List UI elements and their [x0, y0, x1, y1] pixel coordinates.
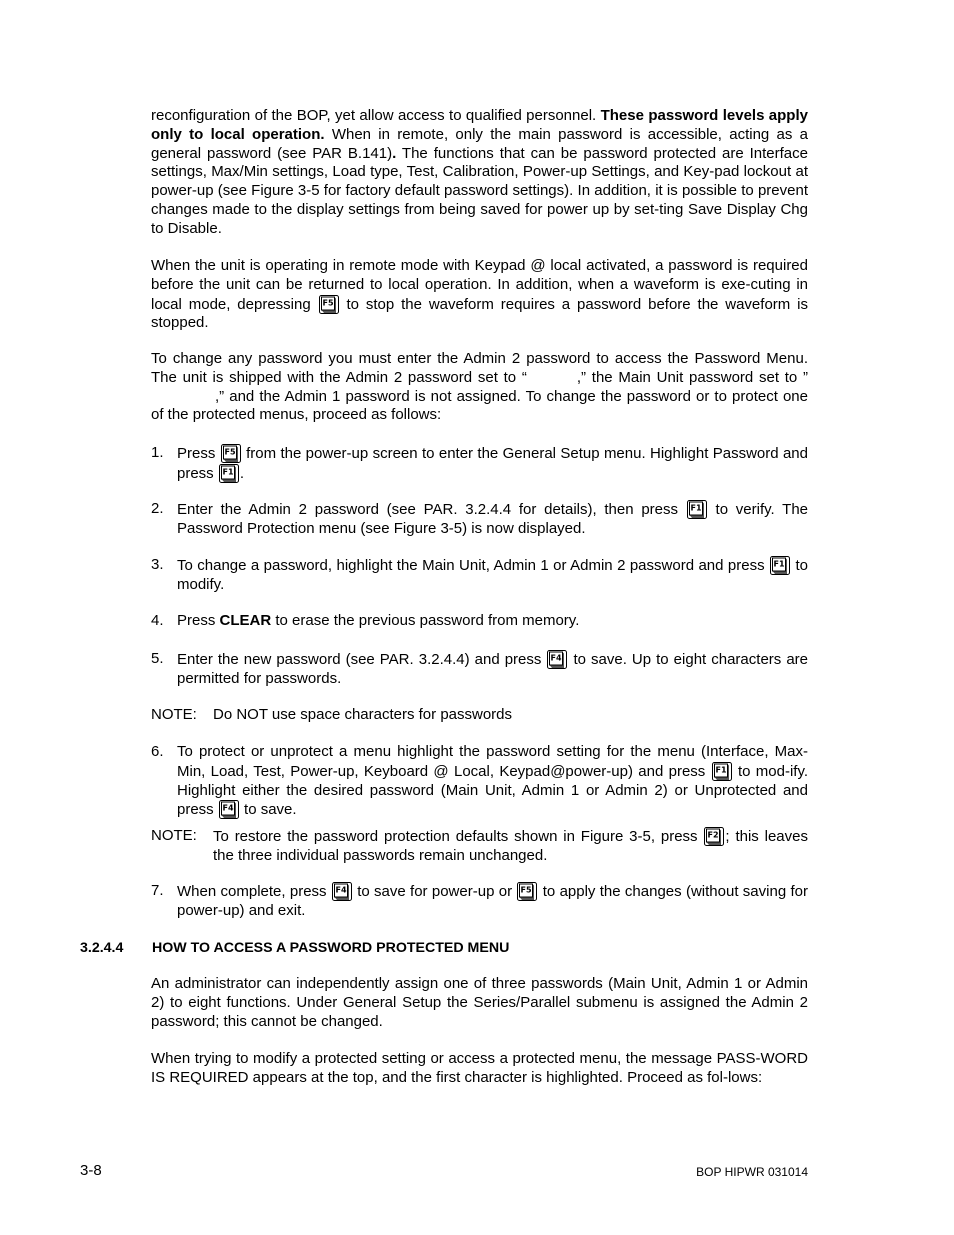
- step-text: to apply the changes (without saving for power-up) and exit.: [177, 883, 808, 919]
- p1-text-3: When in remote, only the main password is accessible, acting as a general password (see PAR B.141): [151, 125, 809, 162]
- step-number: 4.: [151, 612, 164, 629]
- step-text: To protect or unprotect a menu highlight the password setting for the menu (Interface, Max-Min, Load, Test, Power-up, Keyboard @ Local, Keypad@power-up) and press: [177, 743, 808, 780]
- step-text: to mod-ify. Highlight either the desired password (Main Unit, Admin 1 or Admin 2) or Unprotected and press: [177, 762, 809, 819]
- change-password-paragraph: [151, 350, 808, 425]
- step-7: [151, 882, 808, 921]
- clear-key-label: CLEAR: [219, 612, 272, 629]
- step-6: [151, 743, 808, 820]
- step-text: .: [239, 464, 245, 482]
- intro-paragraph: [151, 107, 808, 239]
- note-text: To restore the password protection defaults shown in Figure 3-5, press: [213, 828, 698, 845]
- f1-key-icon: [770, 556, 790, 575]
- step-text: Enter the Admin 2 password (see PAR. 3.2.4.4 for details), then press: [177, 501, 679, 518]
- section-title: HOW TO ACCESS A PASSWORD PROTECTED MENU: [152, 940, 510, 956]
- p3-text-1: To change any password you must enter the Admin 2 password to access the Password Menu. The unit is shipped with the Admin 2 password set to “: [151, 350, 808, 386]
- f1-key-icon: [219, 464, 239, 483]
- note-label: NOTE:: [151, 706, 197, 723]
- step-4: [151, 612, 808, 631]
- step-text: Enter the new password (see PAR. 3.2.4.4) and press: [177, 651, 542, 668]
- f4-key-icon: [219, 800, 239, 819]
- note-text: Do NOT use space characters for passwords: [213, 706, 513, 723]
- step-number: 2.: [151, 500, 164, 517]
- svg-text:F1: F1: [690, 503, 702, 513]
- step-1: [151, 444, 808, 484]
- step-text: Press: [177, 612, 220, 629]
- step-number: 5.: [151, 650, 164, 667]
- step-text: to verify. The Password Protection menu (see Figure 3-5) is now displayed.: [177, 501, 809, 537]
- f5-key-icon: [221, 444, 241, 463]
- svg-text:F2: F2: [707, 830, 719, 840]
- step-text: to save for power-up or: [357, 883, 513, 900]
- svg-text:F5: F5: [520, 885, 532, 895]
- step-text: to save.: [244, 801, 297, 819]
- step-number: 3.: [151, 556, 164, 573]
- step-text: to erase the previous password from memory.: [271, 612, 580, 629]
- step-2: [151, 500, 808, 539]
- step-number: 7.: [151, 882, 164, 899]
- p3-text-2: ,” the Main Unit password set to ”: [576, 368, 808, 386]
- step-text: to modify.: [177, 557, 808, 593]
- step-text: To change a password, highlight the Main Unit, Admin 1 or Admin 2 password and press: [177, 557, 765, 574]
- step-3: [151, 556, 808, 595]
- section-number: 3.2.4.4: [80, 940, 124, 956]
- svg-text:F4: F4: [335, 885, 347, 895]
- section-paragraph-2: When trying to modify a protected setting or access a protected menu, the message PASS-WORD IS REQUIRED appears at the top, and the first character is highlighted. Proceed as fol-lows:: [151, 1050, 808, 1086]
- p3-text-3: ,” and the Admin 1 password is not assigned. To change the password or to protect one of the protected menus, proceed as follows:: [151, 387, 808, 424]
- section-paragraph-1: An administrator can independently assign one of three passwords (Main Unit, Admin 1 or Admin 2) to eight functions. Under General Setup the Series/Parallel submenu is assigned the Admin 2 password; this cannot be changed.: [151, 975, 808, 1030]
- p1-text-5: The functions that can be password protected are Interface settings, Max/Min settings, Load type, Test, Calibration, Power-up Settings, and Key-pad lockout at power-up (see Figure 3-5 for factory default password settings). In addition, it is possible to prevent changes made to the display settings from being saved for power up by set-ting Save Display Chg to Disable.: [151, 144, 808, 237]
- note-text: ; this leaves the three individual passwords remain unchanged.: [213, 828, 808, 864]
- svg-text:F1: F1: [773, 559, 785, 569]
- step-number: 6.: [151, 743, 164, 760]
- note-label: NOTE:: [151, 827, 197, 844]
- step-5: [151, 650, 808, 689]
- svg-text:F5: F5: [322, 298, 334, 308]
- step-text: Press: [177, 445, 216, 462]
- f1-key-icon: [687, 500, 707, 519]
- p1-bold-period: .: [392, 144, 397, 162]
- p2-text-2: to stop the waveform requires a password before the waveform is stopped.: [151, 295, 808, 332]
- p2-text-1: When the unit is operating in remote mode with Keypad @ local activated, a password is required before the unit can be returned to local operation. In addition, when a waveform is exe-cuting in local mode, depressing: [151, 257, 808, 313]
- svg-text:F4: F4: [222, 803, 234, 813]
- page-number: 3-8: [80, 1162, 102, 1179]
- note-1: [151, 706, 808, 725]
- f5-key-icon: [319, 295, 339, 314]
- remote-mode-paragraph: [151, 257, 808, 333]
- document-id: BOP HIPWR 031014: [696, 1165, 808, 1179]
- f4-key-icon: [332, 882, 352, 901]
- section-heading: [80, 939, 509, 958]
- svg-text:F1: F1: [715, 765, 727, 775]
- p1-bold-text: These password levels apply only to local operation.: [151, 107, 808, 143]
- p1-text-1: reconfiguration of the BOP, yet allow access to qualified personnel.: [151, 107, 601, 124]
- f2-key-icon: [704, 827, 724, 846]
- f4-key-icon: [547, 650, 567, 669]
- step-text: to save. Up to eight characters are permitted for passwords.: [177, 651, 808, 687]
- svg-text:F1: F1: [222, 467, 234, 477]
- step-number: 1.: [151, 444, 164, 461]
- note-2: [151, 827, 808, 866]
- svg-text:F5: F5: [224, 447, 236, 457]
- step-text: When complete, press: [177, 883, 327, 900]
- f5-key-icon: [517, 882, 537, 901]
- step-text: from the power-up screen to enter the General Setup menu. Highlight Password and press: [177, 445, 808, 482]
- f1-key-icon: [712, 762, 732, 781]
- svg-text:F4: F4: [550, 653, 562, 663]
